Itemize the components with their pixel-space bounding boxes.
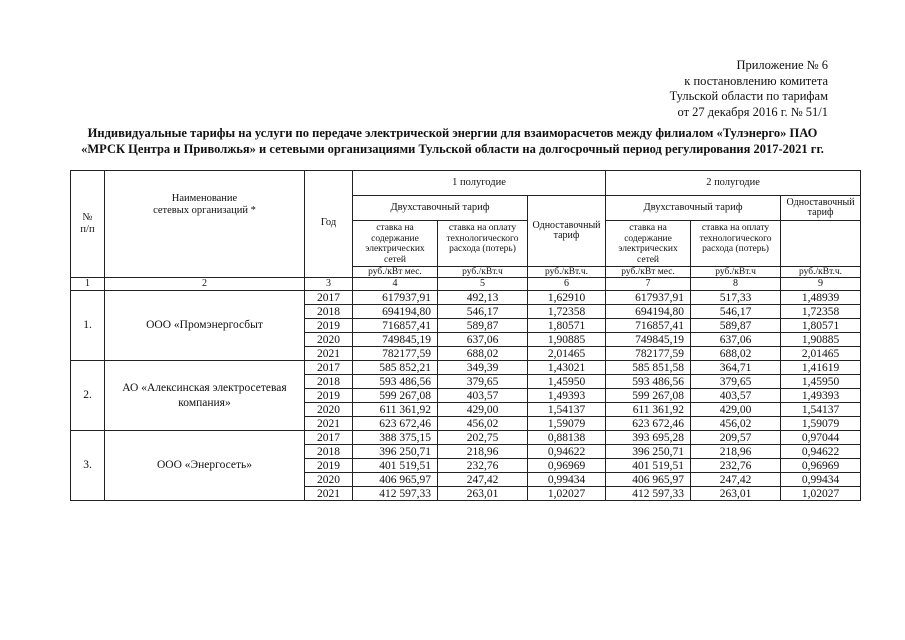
value-h1-single: 0,99434 [528,473,606,487]
value-h2-maint: 611 361,92 [606,403,691,417]
appendix-line-2: к постановлению комитета [684,73,828,88]
value-h1-single: 1,02027 [528,487,606,501]
value-h1-loss: 202,75 [438,431,528,445]
value-h1-maint: 694194,80 [353,305,438,319]
col-index-7: 7 [606,278,691,291]
value-h2-loss: 364,71 [691,361,781,375]
header-half-1: 1 полугодие [353,171,606,196]
value-h2-loss: 456,02 [691,417,781,431]
col-index-8: 8 [691,278,781,291]
value-h2-single: 0,99434 [781,473,861,487]
title-line-1: Индивидуальные тарифы на услуги по передаче электрической энергии для взаиморасчетов между филиалом «Тулэнерго» ПАО [87,126,818,140]
value-h2-maint: 617937,91 [606,291,691,305]
value-h1-single: 0,88138 [528,431,606,445]
value-h2-single: 0,97044 [781,431,861,445]
header-two-part-2: Двухставочный тариф [606,196,781,221]
value-h1-loss: 456,02 [438,417,528,431]
unit-kwh-2: руб./кВт.ч [691,267,781,278]
year-cell: 2017 [305,291,353,305]
value-h1-maint: 401 519,51 [353,459,438,473]
value-h1-maint: 611 361,92 [353,403,438,417]
org-number: 2. [71,361,105,431]
value-h2-single: 1,49393 [781,389,861,403]
year-cell: 2020 [305,473,353,487]
value-h1-single: 1,62910 [528,291,606,305]
org-name: АО «Алексинская электросетевая компания» [105,361,305,431]
appendix-line-3: Тульской области по тарифам [669,89,828,103]
col-index-1: 1 [71,278,105,291]
year-cell: 2017 [305,361,353,375]
year-cell: 2021 [305,487,353,501]
value-h1-loss: 492,13 [438,291,528,305]
table-row [71,291,861,305]
col-index-3: 3 [305,278,353,291]
col-index-6: 6 [528,278,606,291]
value-h2-maint: 694194,80 [606,305,691,319]
org-name: ООО «Энергосеть» [105,431,305,501]
year-cell: 2019 [305,389,353,403]
header-rate-losses-2: ставка на оплату технологического расхода (потерь) [691,221,781,267]
header-year: Год [305,171,353,278]
appendix-line-4: от 27 декабря 2016 г. № 51/1 [677,104,828,119]
value-h1-maint: 599 267,08 [353,389,438,403]
header-single-part-2: Одноставочный тариф [781,196,861,221]
value-h1-single: 1,49393 [528,389,606,403]
value-h2-loss: 688,02 [691,347,781,361]
header-half-2: 2 полугодие [606,171,861,196]
value-h2-single: 2,01465 [781,347,861,361]
value-h2-single: 1,59079 [781,417,861,431]
value-h1-loss: 247,42 [438,473,528,487]
value-h2-loss: 546,17 [691,305,781,319]
table-row [71,361,861,375]
year-cell: 2019 [305,319,353,333]
value-h1-single: 1,59079 [528,417,606,431]
appendix-line-1: Приложение № 6 [736,58,828,72]
value-h2-single: 1,45950 [781,375,861,389]
value-h2-loss: 637,06 [691,333,781,347]
value-h1-maint: 396 250,71 [353,445,438,459]
value-h2-single: 1,90885 [781,333,861,347]
value-h2-maint: 396 250,71 [606,445,691,459]
value-h1-maint: 749845,19 [353,333,438,347]
value-h1-loss: 379,65 [438,375,528,389]
value-h1-maint: 623 672,46 [353,417,438,431]
header-name: Наименование сетевых организаций * [105,171,305,278]
col-index-2: 2 [105,278,305,291]
document-title [60,126,845,157]
table-body [71,291,861,501]
value-h1-single: 1,43021 [528,361,606,375]
value-h2-loss: 379,65 [691,375,781,389]
org-number: 3. [71,431,105,501]
header-single-part-2-empty [781,221,861,267]
value-h1-loss: 349,39 [438,361,528,375]
value-h2-single: 0,96969 [781,459,861,473]
col-index-4: 4 [353,278,438,291]
value-h2-single: 1,41619 [781,361,861,375]
year-cell: 2018 [305,375,353,389]
value-h2-loss: 517,33 [691,291,781,305]
table-header [71,171,861,291]
value-h1-maint: 585 852,21 [353,361,438,375]
value-h2-single: 1,72358 [781,305,861,319]
value-h2-maint: 623 672,46 [606,417,691,431]
year-cell: 2020 [305,403,353,417]
year-cell: 2019 [305,459,353,473]
value-h1-single: 0,94622 [528,445,606,459]
header-num: № п/п [71,171,105,278]
unit-kwh-1: руб./кВт.ч [438,267,528,278]
value-h1-maint: 388 375,15 [353,431,438,445]
value-h2-loss: 218,96 [691,445,781,459]
header-two-part-1: Двухставочный тариф [353,196,528,221]
value-h1-loss: 637,06 [438,333,528,347]
value-h1-loss: 232,76 [438,459,528,473]
value-h2-maint: 593 486,56 [606,375,691,389]
value-h2-single: 0,94622 [781,445,861,459]
org-name: ООО «Промэнергосбыт [105,291,305,361]
value-h2-maint: 406 965,97 [606,473,691,487]
unit-kwh-single-2: руб./кВт.ч. [781,267,861,278]
year-cell: 2021 [305,347,353,361]
value-h2-loss: 403,57 [691,389,781,403]
title-line-2: «МРСК Центра и Приволжья» и сетевыми организациями Тульской области на долгосрочный период регулирования 2017-2021 гг. [81,141,824,156]
value-h1-maint: 617937,91 [353,291,438,305]
unit-month-1: руб./кВт мес. [353,267,438,278]
value-h1-loss: 263,01 [438,487,528,501]
value-h1-single: 1,90885 [528,333,606,347]
value-h2-maint: 716857,41 [606,319,691,333]
value-h1-single: 0,96969 [528,459,606,473]
value-h2-loss: 589,87 [691,319,781,333]
value-h1-loss: 218,96 [438,445,528,459]
value-h2-loss: 247,42 [691,473,781,487]
value-h2-loss: 263,01 [691,487,781,501]
value-h1-single: 1,45950 [528,375,606,389]
table-row [71,431,861,445]
header-rate-maintenance-2: ставка на содержание электрических сетей [606,221,691,267]
year-cell: 2018 [305,445,353,459]
year-cell: 2018 [305,305,353,319]
value-h1-single: 1,54137 [528,403,606,417]
value-h1-single: 1,72358 [528,305,606,319]
value-h1-maint: 406 965,97 [353,473,438,487]
appendix-header [670,58,828,120]
value-h2-single: 1,80571 [781,319,861,333]
value-h2-maint: 749845,19 [606,333,691,347]
value-h2-maint: 782177,59 [606,347,691,361]
value-h1-loss: 589,87 [438,319,528,333]
value-h1-loss: 403,57 [438,389,528,403]
value-h1-maint: 782177,59 [353,347,438,361]
value-h2-single: 1,54137 [781,403,861,417]
value-h1-loss: 688,02 [438,347,528,361]
value-h2-loss: 232,76 [691,459,781,473]
value-h2-maint: 401 519,51 [606,459,691,473]
value-h1-loss: 546,17 [438,305,528,319]
header-single-part-1: Одноставочный тариф [528,196,606,267]
value-h2-maint: 412 597,33 [606,487,691,501]
value-h1-maint: 593 486,56 [353,375,438,389]
year-cell: 2020 [305,333,353,347]
header-rate-losses-1: ставка на оплату технологического расхода (потерь) [438,221,528,267]
value-h2-loss: 209,57 [691,431,781,445]
value-h2-maint: 599 267,08 [606,389,691,403]
col-index-5: 5 [438,278,528,291]
tariff-table [70,170,861,501]
value-h1-maint: 412 597,33 [353,487,438,501]
value-h1-single: 2,01465 [528,347,606,361]
value-h1-single: 1,80571 [528,319,606,333]
unit-kwh-single-1: руб./кВт.ч. [528,267,606,278]
value-h1-maint: 716857,41 [353,319,438,333]
col-index-9: 9 [781,278,861,291]
value-h1-loss: 429,00 [438,403,528,417]
header-rate-maintenance-1: ставка на содержание электрических сетей [353,221,438,267]
value-h2-single: 1,48939 [781,291,861,305]
year-cell: 2017 [305,431,353,445]
unit-month-2: руб./кВт мес. [606,267,691,278]
value-h2-loss: 429,00 [691,403,781,417]
year-cell: 2021 [305,417,353,431]
org-number: 1. [71,291,105,361]
value-h2-single: 1,02027 [781,487,861,501]
value-h2-maint: 585 851,58 [606,361,691,375]
value-h2-maint: 393 695,28 [606,431,691,445]
